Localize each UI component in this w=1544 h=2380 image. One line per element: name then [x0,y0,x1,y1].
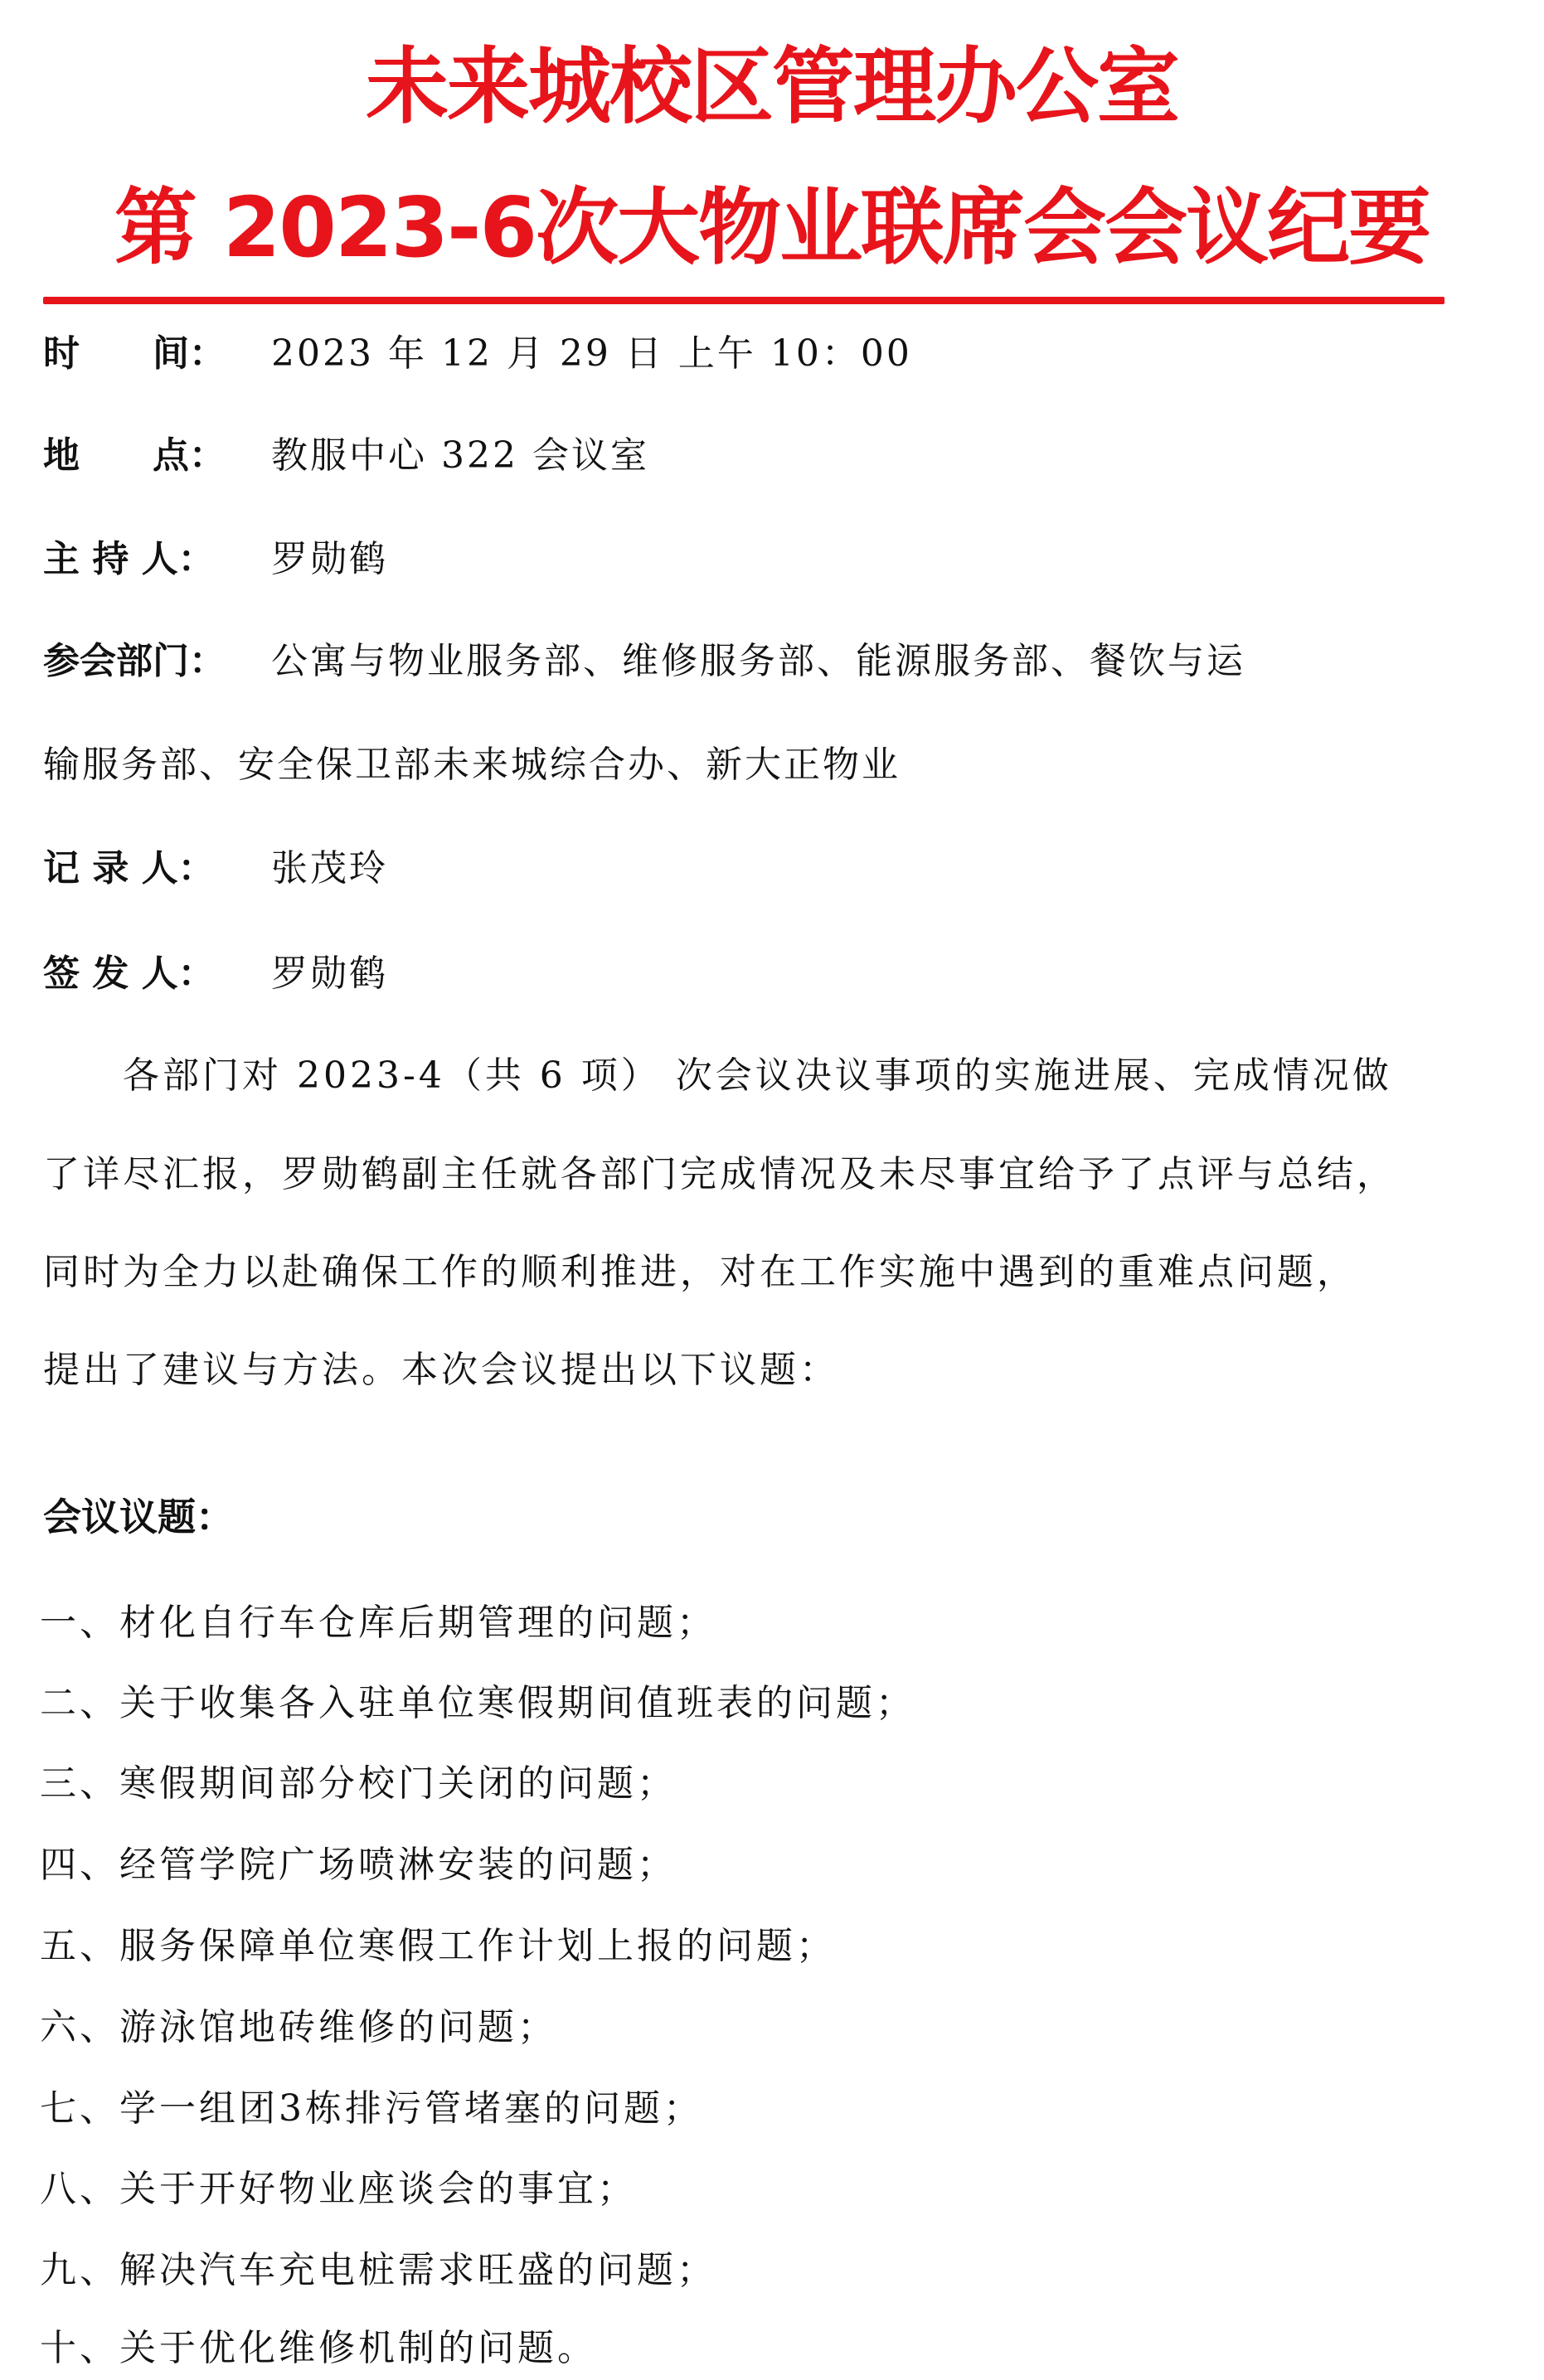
summary-line-3: 同时为全力以赴确保工作的顺利推进，对在工作实施中遇到的重难点问题， [43,1251,1357,1293]
topic-item: 二、关于收集各入驻单位寒假期间值班表的问题； [40,1682,915,1724]
meta-time-label: 时 间： [43,332,226,375]
red-divider-line [43,297,1444,304]
meta-departments-row [43,637,1245,686]
meta-departments-value-line2: 输服务部、安全保卫部未来城综合办、新大正物业 [43,744,901,786]
summary-line-1: 各部门对 2023-4（共 6 项） 次会议决议事项的实施进展、完成情况做 [43,1054,1392,1097]
topic-item: 十、关于优化维修机制的问题。 [40,2327,597,2369]
meta-recorder-value: 张茂玲 [271,847,388,889]
topic-item: 一、材化自行车仓库后期管理的问题； [40,1602,716,1644]
topic-item: 四、经管学院广场喷淋安装的问题； [40,1844,677,1886]
topic-item: 八、关于开好物业座谈会的事宜； [40,2168,637,2210]
document-title-minutes: 第 2023-6次大物业联席会会议纪要 [114,179,1430,276]
topics-heading: 会议议题： [43,1495,234,1539]
topic-item: 三、寒假期间部分校门关闭的问题； [40,1762,677,1805]
meta-host-label: 主 持 人： [43,538,215,580]
meta-issuer-label: 签 发 人： [43,952,215,995]
meta-place-value: 教服中心 322 会议室 [271,434,649,477]
summary-line-2: 了详尽汇报，罗勋鹤副主任就各部门完成情况及未尽事宜给予了点评与总结， [43,1153,1396,1195]
meta-recorder-label: 记 录 人： [43,847,215,889]
meta-host-row [43,535,388,584]
meta-time-value: 2023 年 12 月 29 日 上午 10：00 [271,332,912,375]
topic-item: 六、游泳馆地砖维修的问题； [40,2006,557,2048]
summary-line-4: 提出了建议与方法。本次会议提出以下议题： [43,1349,839,1391]
meta-recorder-row [43,844,388,894]
topic-item: 五、服务保障单位寒假工作计划上报的问题； [40,1925,836,1967]
meta-place-row [43,431,649,481]
meta-issuer-value: 罗勋鹤 [271,952,388,995]
meta-departments-value-line1: 公寓与物业服务部、维修服务部、能源服务部、餐饮与运 [271,640,1245,682]
topic-item: 九、解决汽车充电桩需求旺盛的问题； [40,2249,716,2291]
meta-place-label: 地 点： [43,434,226,477]
meta-departments-label: 参会部门： [43,640,226,682]
topic-item: 七、学一组团3栋排污管堵塞的问题； [40,2087,703,2130]
document-title-office: 未来城校区管理办公室 [366,38,1178,135]
meta-departments-continuation [43,740,901,790]
meta-time-row [43,329,912,379]
meta-issuer-row [43,949,388,999]
meta-host-value: 罗勋鹤 [271,538,388,580]
